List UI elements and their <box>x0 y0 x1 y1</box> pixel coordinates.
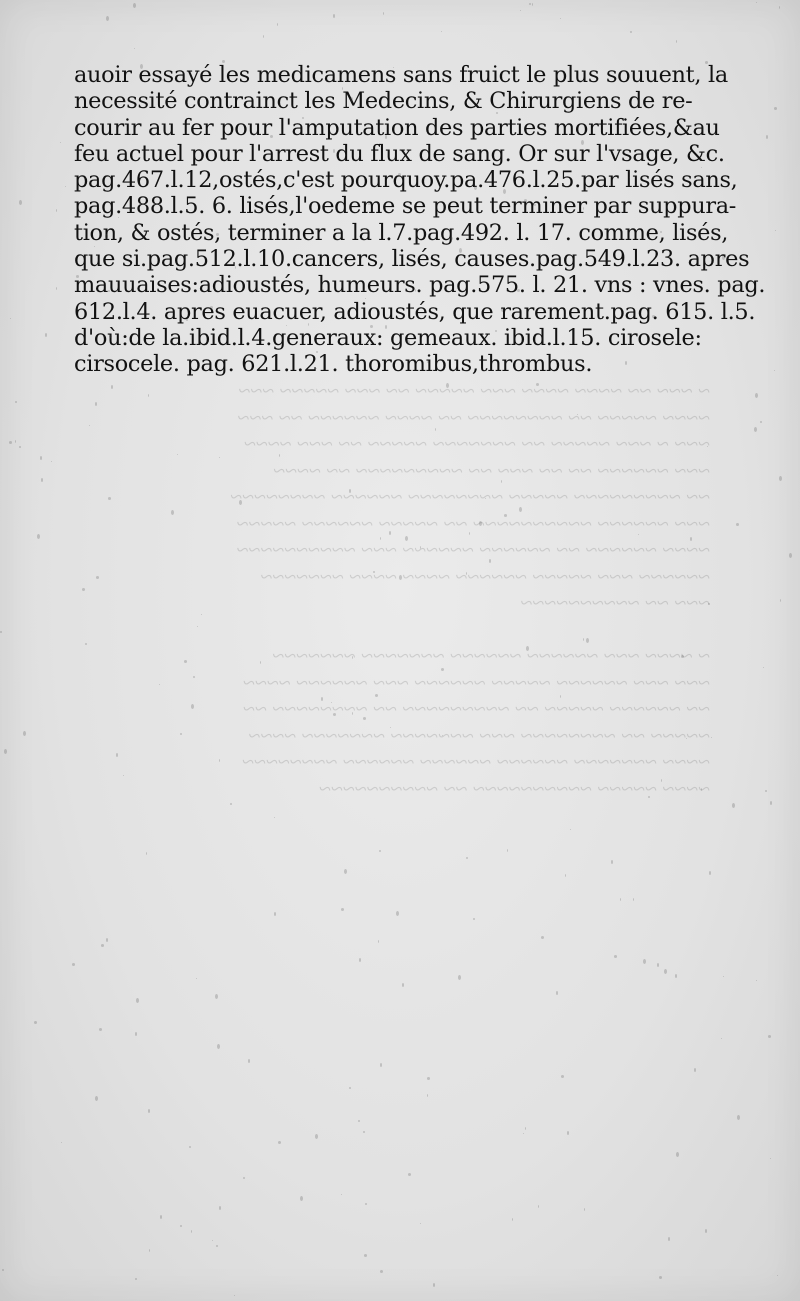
paper-fleck <box>197 626 198 627</box>
paper-fleck <box>333 713 336 716</box>
show-through-text: ~ ~~~ ~~ ~~~~ ~~~~ ~~~ ~~~~~ ~~ ~~~ ~~~~~ ~~~ ~~~~ ~~~~~ ~~ ~~~~~~~~ ~~ ~~~~ ~~~~~~ ~~ ~~~ ~~~ ~ ~~~ ~~~~~ ~~ ~~~~~~~ ~~~~~ ~~ ~~~ ~~~~ ~~~ ~~~~~~ ~~ ~~ ~~~ ~~ ~~~~~~~~~ ~~ ~~~~ ~~ ~~~~~~~~~ ~~~~~ ~~~~~~~~ ~~~~~~ ~~~~~~~~ ~~~ ~~~~~~ ~~~~~~~~~~ ~~ ~~~~~ ~~~~~~ ~~~~~ ~~~~ ~~~~~~ ~~ ~~~~~~ ~~~~~~ ~~~ ~~~~~~~~~~ ~~~~~~ ~~~ ~~~~~ ~~~~~~ ~~~~ ~~~~ ~~~~~~~ ~~~ ~~ ~~~~~~~~~~ ~ ~~~~ ~~~ ~~~~~~ ~~~~~~ ~~~~~~~ ~~~~~~~ ~~~ ~~~ ~~~~~~ ~~~~~ ~~~~~~ ~~~ ~~~~~~ ~~~~ ~~ ~~~~~~ ~~~~~ ~~ ~~~~~~~~~ ~~ ~~~~~~~~ ~~ ~~~~~ ~~ ~~~~~~~~ ~~~ ~~~~~~~ ~~~~~~~ ~~~~ ~~~~ ~~~~~~~ ~~~~~~ ~~~~~~ ~~~~~~ ~~~~~~~~ ~~~~ ~~~~~ ~~~~~~~~~~ ~~ ~~~~~~~~~~ <box>230 378 710 801</box>
paper-fleck <box>581 140 584 145</box>
paper-fleck <box>495 330 497 332</box>
paper-fleck <box>657 963 659 967</box>
paper-fleck <box>711 737 712 738</box>
paper-fleck <box>118 217 119 218</box>
paper-fleck <box>279 454 280 457</box>
paper-fleck <box>4 749 7 754</box>
errata-line: 612.l.4. apres euacuer, adioustés, que rarement.pag. 615. l.5. <box>74 298 756 325</box>
paper-fleck <box>189 1146 191 1148</box>
paper-fleck <box>9 441 12 444</box>
paper-fleck <box>286 325 287 326</box>
paper-fleck <box>56 209 57 212</box>
paper-fleck <box>219 759 220 762</box>
paper-fleck <box>321 697 323 701</box>
paper-fleck <box>85 643 87 645</box>
paper-fleck <box>493 184 494 185</box>
paper-fleck <box>19 446 21 448</box>
paper-fleck <box>661 779 662 782</box>
paper-fleck <box>736 523 739 526</box>
paper-fleck <box>108 497 111 500</box>
paper-fleck <box>722 255 725 260</box>
paper-fleck <box>159 684 160 685</box>
paper-fleck <box>485 498 486 499</box>
paper-fleck <box>108 290 110 292</box>
paper-fleck <box>659 1276 662 1279</box>
paper-fleck <box>435 428 436 431</box>
paper-fleck <box>536 383 539 386</box>
paper-fleck <box>534 204 536 206</box>
paper-fleck <box>664 969 667 974</box>
paper-fleck <box>415 289 416 292</box>
paper-fleck <box>774 107 777 110</box>
paper-fleck <box>405 536 408 541</box>
paper-fleck <box>0 631 2 633</box>
paper-fleck <box>427 1077 430 1080</box>
paper-fleck <box>614 955 617 958</box>
paper-fleck <box>570 829 571 830</box>
paper-fleck <box>721 1038 722 1039</box>
paper-fleck <box>191 704 194 709</box>
paper-fleck <box>349 1087 351 1089</box>
paper-fleck <box>466 857 468 859</box>
errata-line: feu actuel pour l'arrest du flux de sang. Or sur l'vsage, &c. <box>74 140 725 167</box>
paper-fleck <box>76 275 79 278</box>
paper-fleck <box>768 1035 771 1038</box>
paper-fleck <box>212 1240 213 1241</box>
paper-fleck <box>344 869 347 874</box>
paper-fleck <box>341 1194 342 1195</box>
paper-fleck <box>501 480 502 483</box>
paper-fleck <box>660 231 662 233</box>
paper-fleck <box>230 803 232 805</box>
paper-fleck <box>459 248 462 253</box>
paper-fleck <box>770 1158 771 1159</box>
paper-fleck <box>532 3 533 6</box>
paper-fleck <box>408 1173 411 1176</box>
paper-fleck <box>676 40 677 43</box>
paper-fleck <box>10 318 11 319</box>
paper-fleck <box>420 1223 421 1224</box>
paper-fleck <box>380 1063 382 1067</box>
paper-fleck <box>219 457 220 458</box>
paper-fleck <box>111 385 113 389</box>
paper-fleck <box>61 1142 62 1143</box>
paper-fleck <box>378 940 379 943</box>
paper-fleck <box>56 287 57 290</box>
paper-fleck <box>233 160 234 161</box>
paper-fleck <box>466 572 467 575</box>
paper-fleck <box>180 1225 182 1227</box>
paper-fleck <box>177 454 178 455</box>
paper-fleck <box>101 944 104 947</box>
paper-fleck <box>148 394 149 397</box>
paper-fleck <box>322 289 324 291</box>
paper-fleck <box>519 507 522 512</box>
paper-fleck <box>239 500 242 505</box>
paper-fleck <box>60 142 61 143</box>
paper-fleck <box>37 534 40 539</box>
paper-fleck <box>216 1245 218 1247</box>
paper-fleck <box>681 655 684 658</box>
paper-fleck <box>341 908 344 911</box>
paper-fleck <box>135 1032 137 1036</box>
paper-fleck <box>243 1177 245 1179</box>
paper-fleck <box>260 661 261 664</box>
paper-fleck <box>501 307 504 312</box>
paper-fleck <box>184 660 187 663</box>
paper-fleck <box>148 1109 150 1113</box>
paper-fleck <box>160 1215 162 1219</box>
paper-fleck <box>89 425 90 426</box>
paper-fleck <box>133 3 136 8</box>
paper-fleck <box>441 31 442 32</box>
paper-fleck <box>648 796 650 798</box>
paper-fleck <box>732 803 735 808</box>
paper-fleck <box>40 456 42 460</box>
paper-fleck <box>469 532 470 535</box>
paper-fleck <box>191 1230 192 1233</box>
errata-line: cirsocele. pag. 621.l.21. thoromibus,thrombus. <box>74 351 593 378</box>
paper-fleck <box>140 64 143 69</box>
paper-fleck <box>777 1275 778 1276</box>
paper-fleck <box>520 10 521 11</box>
paper-fleck <box>779 476 782 481</box>
paper-fleck <box>99 1028 102 1031</box>
paper-fleck <box>705 61 708 64</box>
paper-fleck <box>201 614 202 615</box>
paper-fleck <box>352 712 353 715</box>
paper-fleck <box>383 12 384 15</box>
errata-line: que si.pag.512.l.10.cancers, lisés, causes.pag.549.l.23. apres <box>74 246 750 273</box>
paper-fleck <box>308 323 309 326</box>
paper-fleck <box>774 370 775 371</box>
paper-fleck <box>380 1270 383 1273</box>
paper-fleck <box>219 1206 221 1210</box>
paper-fleck <box>146 852 147 855</box>
paper-fleck <box>754 427 757 432</box>
paper-fleck <box>358 1120 360 1122</box>
paper-fleck <box>393 67 394 68</box>
paper-fleck <box>458 975 461 980</box>
paper-fleck <box>507 849 508 852</box>
paper-fleck <box>577 414 578 415</box>
paper-fleck <box>180 733 182 735</box>
paper-fleck <box>446 383 449 388</box>
paper-fleck <box>611 860 613 864</box>
paper-fleck <box>95 402 97 406</box>
paper-fleck <box>420 546 421 549</box>
paper-fleck <box>676 1152 679 1157</box>
paper-fleck <box>186 319 188 321</box>
paper-fleck <box>123 775 124 776</box>
paper-fleck <box>583 207 584 210</box>
paper-fleck <box>560 695 561 698</box>
paper-fleck <box>196 978 197 979</box>
paper-fleck <box>766 135 768 139</box>
errata-line: courir au fer pour l'amputation des parties mortifiées,&au <box>74 114 720 141</box>
paper-fleck <box>756 980 757 981</box>
paper-fleck <box>701 167 702 168</box>
paper-fleck <box>278 1141 281 1144</box>
paper-fleck <box>765 790 767 792</box>
paper-fleck <box>775 230 776 231</box>
paper-fleck <box>779 6 780 9</box>
paper-fleck <box>352 656 353 659</box>
errata-line: pag.488.l.5. 6. lisés,l'oedeme se peut terminer par suppura- <box>74 193 737 220</box>
paper-fleck <box>737 1115 740 1120</box>
paper-fleck <box>630 31 632 33</box>
paper-fleck <box>380 537 381 540</box>
paper-fleck <box>72 963 75 966</box>
paper-fleck <box>493 128 494 129</box>
paper-fleck <box>136 998 139 1003</box>
paper-fleck <box>364 1254 367 1257</box>
paper-fleck <box>723 976 724 977</box>
paper-fleck <box>19 200 22 205</box>
paper-fleck <box>442 735 443 736</box>
paper-fleck <box>23 731 26 736</box>
paper-fleck <box>668 1237 670 1241</box>
paper-fleck <box>523 1133 524 1134</box>
paper-fleck <box>709 871 711 875</box>
paper-fleck <box>331 702 332 703</box>
paper-fleck <box>379 850 381 852</box>
paper-fleck <box>106 938 108 942</box>
paper-fleck <box>375 694 378 697</box>
paper-fleck <box>82 588 85 591</box>
paper-fleck <box>333 14 335 18</box>
paper-fleck <box>389 531 391 535</box>
paper-fleck <box>620 898 621 901</box>
paper-fleck <box>234 1295 235 1296</box>
paper-fleck <box>41 478 43 482</box>
paper-fleck <box>686 738 687 739</box>
paper-fleck <box>171 510 174 515</box>
paper-fleck <box>149 1249 150 1252</box>
paper-fleck <box>373 571 375 573</box>
paper-fleck <box>565 874 566 877</box>
paper-fleck <box>385 135 387 139</box>
paper-fleck <box>116 753 118 757</box>
paper-fleck <box>561 1075 564 1078</box>
paper-fleck <box>504 514 507 517</box>
paper-fleck <box>316 351 318 353</box>
paper-fleck <box>349 489 351 493</box>
paper-fleck <box>363 717 366 720</box>
paper-fleck <box>270 135 273 138</box>
paper-fleck <box>402 983 404 987</box>
paper-fleck <box>474 185 477 190</box>
errata-line: pag.467.l.12,ostés,c'est pourquoy.pa.476.l.25.par lisés sans, <box>74 167 738 194</box>
paper-fleck <box>333 149 335 153</box>
paper-fleck <box>94 246 95 247</box>
paper-fleck <box>15 401 17 403</box>
paper-fleck <box>363 1131 365 1133</box>
paper-fleck <box>529 3 531 5</box>
errata-line: mauuaises:adioustés, humeurs. pag.575. l. 21. vns : vnes. pag. <box>74 272 766 299</box>
paper-fleck <box>780 599 781 602</box>
paper-fleck <box>707 446 708 447</box>
paper-fleck <box>503 189 506 194</box>
paper-fleck <box>217 1044 220 1049</box>
paper-fleck <box>517 289 520 292</box>
paper-fleck <box>643 959 646 964</box>
paper-fleck <box>450 237 453 240</box>
paper-fleck <box>398 173 401 176</box>
paper-fleck <box>755 393 758 398</box>
paper-fleck <box>708 603 710 605</box>
paper-fleck <box>2 1269 4 1271</box>
paper-fleck <box>390 727 391 728</box>
paper-fleck <box>441 668 444 671</box>
paper-fleck <box>210 306 213 309</box>
paper-fleck <box>512 1218 513 1221</box>
paper-fleck <box>584 1208 585 1211</box>
paper-fleck <box>274 817 275 818</box>
errata-line: tion, & ostés, terminer a la l.7.pag.492. l. 17. comme, lisés, <box>74 219 729 246</box>
paper-fleck <box>34 1021 37 1024</box>
paper-fleck <box>701 788 702 791</box>
paper-fleck <box>134 48 135 49</box>
paper-fleck <box>365 1203 367 1205</box>
paper-fleck <box>625 361 627 365</box>
paper-fleck <box>399 575 402 580</box>
paper-fleck <box>193 676 195 678</box>
paper-fleck <box>302 117 304 119</box>
paper-fleck <box>350 97 353 102</box>
paper-fleck <box>629 177 630 178</box>
paper-fleck <box>248 1059 250 1063</box>
paper-fleck <box>586 638 589 643</box>
paper-fleck <box>583 638 584 641</box>
paper-fleck <box>556 991 558 995</box>
paper-fleck <box>300 1196 303 1201</box>
paper-fleck <box>433 1283 435 1287</box>
paper-fleck <box>65 186 66 187</box>
paper-fleck <box>560 18 561 19</box>
errata-line: d'où:de la.ibid.l.4.generaux: gemeaux. ibid.l.15. cirosele: <box>74 324 702 351</box>
paper-fleck <box>342 87 343 90</box>
paper-fleck <box>496 112 498 114</box>
paper-fleck <box>368 203 370 205</box>
paper-fleck <box>45 333 47 337</box>
paper-fleck <box>385 325 387 329</box>
paper-fleck <box>675 974 677 978</box>
paper-fleck <box>277 23 278 26</box>
paper-fleck <box>370 325 373 328</box>
paper-fleck <box>473 918 475 920</box>
paper-fleck <box>705 1229 707 1233</box>
paper-fleck <box>95 1096 98 1101</box>
paper-fleck <box>315 1134 318 1139</box>
paper-fleck <box>359 958 361 962</box>
paper-fleck <box>222 60 225 63</box>
paper-fleck <box>538 1205 539 1208</box>
paper-fleck <box>541 936 544 939</box>
paper-fleck <box>135 1278 137 1280</box>
paper-fleck <box>109 335 112 338</box>
paper-fleck <box>274 912 276 916</box>
paper-fleck <box>105 234 108 239</box>
paper-fleck <box>524 199 527 202</box>
paper-fleck <box>235 266 236 269</box>
paper-fleck <box>690 537 692 541</box>
paper-fleck <box>526 646 529 651</box>
paper-fleck <box>525 1127 526 1130</box>
paper-fleck <box>756 2 757 3</box>
paper-fleck <box>96 576 99 579</box>
paper-fleck <box>633 898 634 901</box>
paper-fleck <box>523 99 525 101</box>
paper-fleck <box>694 1068 696 1072</box>
paper-fleck <box>567 1131 569 1135</box>
paper-fleck <box>51 461 52 462</box>
paper-fleck <box>789 553 792 558</box>
paper-fleck <box>770 801 772 805</box>
paper-fleck <box>365 298 366 299</box>
paper-fleck <box>638 534 639 535</box>
errata-line: auoir essayé les medicamens sans fruict le plus souuent, la <box>74 62 728 88</box>
paper-fleck <box>489 559 491 563</box>
paper-fleck <box>216 233 219 236</box>
paper-fleck <box>760 421 762 423</box>
paper-fleck <box>215 994 218 999</box>
paper-fleck <box>479 521 482 526</box>
paper-fleck <box>427 1094 428 1097</box>
paper-fleck <box>763 667 764 668</box>
paper-fleck <box>15 440 16 443</box>
paper-fleck <box>427 361 429 363</box>
paper-fleck <box>396 911 399 916</box>
errata-line: necessité contrainct les Medecins, & Chirurgiens de re- <box>74 88 693 115</box>
errata-text-block <box>74 62 766 378</box>
paper-fleck <box>263 35 264 38</box>
paper-fleck <box>316 368 317 369</box>
paper-fleck <box>106 16 109 21</box>
paper-fleck <box>407 340 410 345</box>
paper-fleck <box>652 315 655 318</box>
